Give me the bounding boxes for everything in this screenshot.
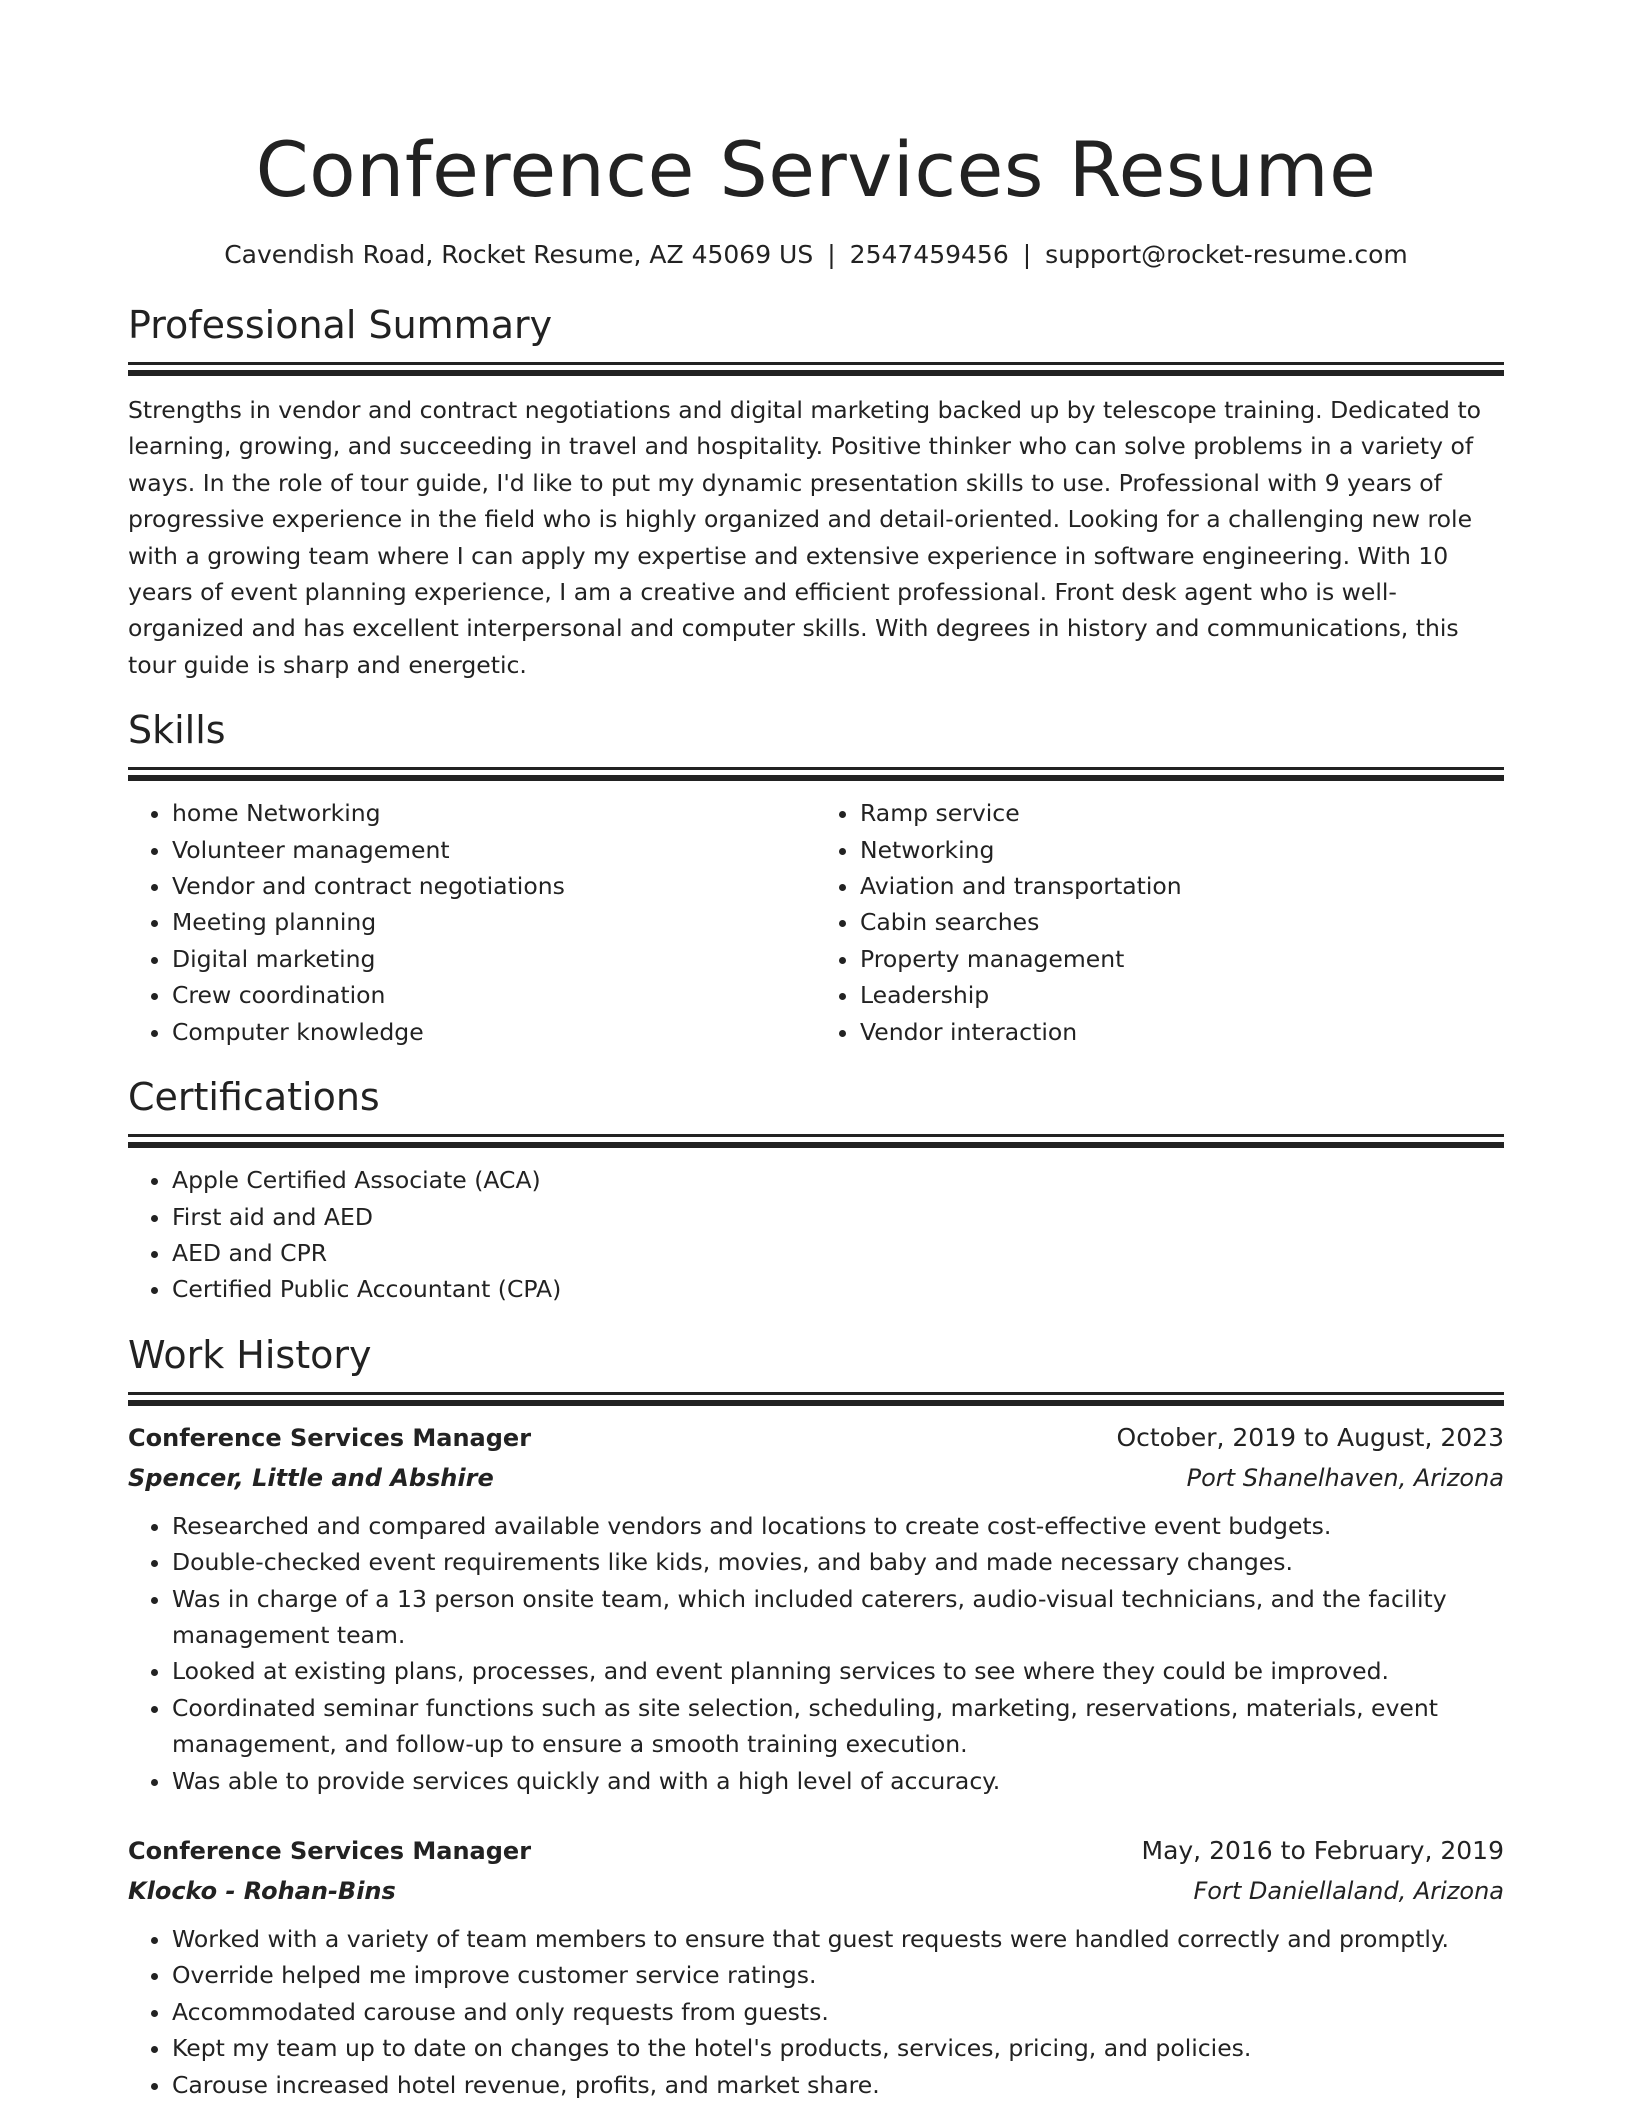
skill-item: • Property management — [860, 941, 1504, 977]
work-history-section — [128, 1330, 1504, 2103]
skill-item: • Vendor interaction — [860, 1014, 1504, 1050]
job-location: Fort Daniellaland, Arizona — [1193, 1876, 1504, 1905]
job-duty: • Coordinated seminar functions such as site selection, scheduling, marketing, reservations, materials, event management, and follow-up to ensure a smooth training execution. — [172, 1690, 1504, 1763]
skill-item: • Networking — [860, 832, 1504, 868]
job-entry — [128, 1418, 1504, 1799]
job-duty: • Kept my team up to date on changes to the hotel's products, services, pricing, and policies. — [172, 2030, 1504, 2066]
job-duty: • Looked at existing plans, processes, and event planning services to see where they could be improved. — [172, 1653, 1504, 1689]
section-divider — [128, 767, 1504, 770]
skill-item: • Computer knowledge — [172, 1014, 816, 1050]
section-divider-thick — [128, 370, 1504, 376]
section-divider — [128, 1392, 1504, 1395]
job-title: Conference Services Manager — [128, 1423, 532, 1452]
skill-item: • Crew coordination — [172, 977, 816, 1013]
job-header-row — [128, 1831, 1504, 1871]
section-heading-summary: Professional Summary — [128, 303, 553, 347]
skills-list-left — [128, 795, 816, 1050]
contact-address: Cavendish Road, Rocket Resume, AZ 45069 US — [224, 240, 814, 269]
skill-item: • Leadership — [860, 977, 1504, 1013]
contact-phone: 2547459456 — [849, 240, 1009, 269]
section-heading-skills: Skills — [128, 708, 226, 753]
summary-section — [128, 300, 1504, 683]
job-duty: • Researched and compared available vendors and locations to create cost-effective event budgets. — [172, 1508, 1504, 1544]
job-company-row — [128, 1871, 1504, 1911]
job-duty: • Accommodated carouse and only requests from guests. — [172, 1994, 1504, 2030]
job-company: Spencer, Little and Abshire — [128, 1463, 494, 1492]
skills-columns — [128, 795, 1504, 1050]
contact-line — [128, 238, 1504, 272]
certification-item: • Apple Certified Associate (ACA) — [172, 1162, 1504, 1198]
job-duty: • Worked with a variety of team members to ensure that guest requests were handled correctly and promptly. — [172, 1921, 1504, 1957]
contact-email: support@rocket-resume.com — [1045, 240, 1408, 269]
certifications-section — [128, 1072, 1504, 1308]
skill-item: • Cabin searches — [860, 904, 1504, 940]
section-divider-thick — [128, 775, 1504, 781]
job-dates: May, 2016 to February, 2019 — [1141, 1835, 1504, 1865]
section-heading-certifications: Certifications — [128, 1075, 380, 1120]
certification-item: • Certified Public Accountant (CPA) — [172, 1271, 1504, 1307]
job-company: Klocko - Rohan-Bins — [128, 1876, 396, 1905]
skills-section — [128, 705, 1504, 1050]
skill-item: • Aviation and transportation — [860, 868, 1504, 904]
section-divider-thick — [128, 1400, 1504, 1406]
certification-item: • AED and CPR — [172, 1235, 1504, 1271]
job-entry — [128, 1831, 1504, 2103]
job-duties-list — [128, 1921, 1504, 2103]
resume-title: Conference Services Resume — [255, 125, 1377, 214]
job-duty: • Override helped me improve customer service ratings. — [172, 1957, 1504, 1993]
section-divider-thick — [128, 1142, 1504, 1148]
job-duty: • Carouse increased hotel revenue, profits, and market share. — [172, 2067, 1504, 2103]
contact-separator: | — [827, 240, 836, 269]
section-heading-work-history: Work History — [128, 1332, 372, 1377]
certifications-list — [128, 1162, 1504, 1308]
job-dates: October, 2019 to August, 2023 — [1116, 1422, 1504, 1452]
job-title: Conference Services Manager — [128, 1836, 532, 1865]
resume-page — [128, 0, 1504, 2103]
skill-item: • Digital marketing — [172, 941, 816, 977]
summary-text: Strengths in vendor and contract negotiations and digital marketing backed up by telescope training. Dedicated to learning, growing, and succeeding in travel and hospitality. Positive thinker who can solve problems in a variety of ways. In the role of tour guide, I'd like to put my dynamic presentation skills to use. Professional with 9 years of progressive experience in the field who is highly organized and detail-oriented. Looking for a challenging new role with a growing team where I can apply my expertise and extensive experience in software engineering. With 10 years of event planning experience, I am a creative and efficient professional. Front desk agent who is well-organized and has excellent interpersonal and computer skills. With degrees in history and communications, this tour guide is sharp and energetic. — [128, 396, 1482, 679]
skill-item: • Volunteer management — [172, 832, 816, 868]
skill-item: • Meeting planning — [172, 904, 816, 940]
job-header-row — [128, 1418, 1504, 1458]
job-company-row — [128, 1458, 1504, 1498]
section-divider — [128, 362, 1504, 365]
skill-item: • Vendor and contract negotiations — [172, 868, 816, 904]
skill-item: • home Networking — [172, 795, 816, 831]
skill-item: • Ramp service — [860, 795, 1504, 831]
job-location: Port Shanelhaven, Arizona — [1186, 1463, 1504, 1492]
section-divider — [128, 1134, 1504, 1137]
job-duty: • Was in charge of a 13 person onsite team, which included caterers, audio-visual technicians, and the facility management team. — [172, 1581, 1504, 1654]
job-duty: • Was able to provide services quickly and with a high level of accuracy. — [172, 1763, 1504, 1799]
skills-list-right — [816, 795, 1504, 1050]
job-duties-list — [128, 1508, 1504, 1799]
contact-separator: | — [1022, 240, 1032, 269]
job-duty: • Double-checked event requirements like kids, movies, and baby and made necessary changes. — [172, 1544, 1504, 1580]
certification-item: • First aid and AED — [172, 1199, 1504, 1235]
